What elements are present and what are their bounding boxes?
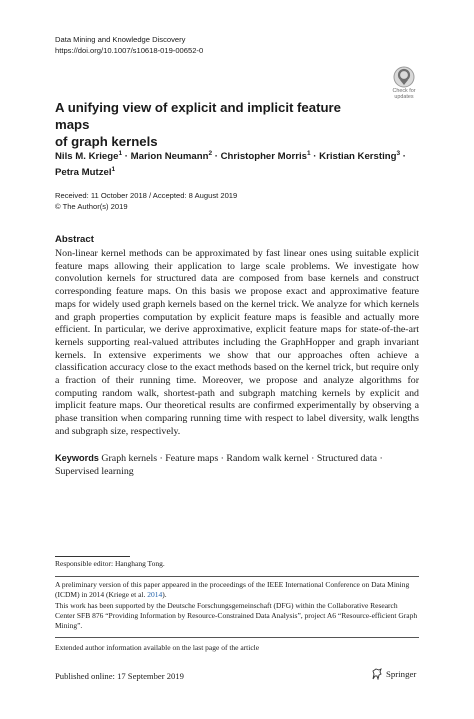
publisher-logo[interactable] [371,668,416,680]
keywords-text: Graph kernels · Feature maps · Random walk kernel · Structured data · Supervised learning [55,453,383,477]
author-name: Nils M. Kriege [55,151,119,162]
footnote-rule [55,576,419,577]
paper-title [55,99,375,150]
article-dates [55,191,237,212]
received-accepted: Received: 11 October 2018 / Accepted: 8 August 2019 [55,191,238,200]
author-list [55,148,435,179]
keywords-label: Keywords [55,453,99,463]
footnote-divider [55,556,130,557]
author-separator: · [214,151,218,162]
author-affiliation: 1 [306,150,311,157]
badge-line-2: updates [394,94,414,100]
doi-link[interactable]: https://doi.org/10.1007/s10618-019-00652-0 [55,45,204,55]
journal-name: Data Mining and Knowledge Discovery [55,35,186,44]
journal-header [55,35,203,56]
author-name: Christopher Morris [220,151,307,162]
citation-link[interactable]: 2014 [147,590,163,599]
author-separator: · [124,151,128,162]
preliminary-text: A preliminary version of this paper appeared in the proceedings of the IEEE International Conference on Data Mining (ICDM) in 2014 (Kriege et al. [55,580,410,599]
title-line-2: of graph kernels [55,134,158,149]
springer-horse-icon [371,668,383,680]
keywords [55,452,419,478]
copyright: © The Author(s) 2019 [55,201,128,211]
footnote-rule-2 [55,637,419,638]
author-affiliation: 3 [396,150,401,157]
funding-note: This work has been supported by the Deutsche Forschungsgemeinschaft (DFG) within the Collaborative Research Center SFB 876 “Providing Information by Resource-Constrained Data Analysis”, project A6 “Resource-efficient Graph Mining”. [55,601,418,630]
author-name: Kristian Kersting [319,151,397,162]
author-affiliation: 2 [208,150,213,157]
publisher-name: Springer [386,669,417,679]
badge-line-1: Check for [392,88,416,94]
author-name: Marion Neumann [130,151,209,162]
title-line-1: A unifying view of explicit and implicit feature maps [55,100,342,132]
abstract-heading: Abstract [55,234,94,245]
abstract-text: Non-linear kernel methods can be approximated by fast linear ones using suitable explicit feature maps allowing their application to large scale problems. We investigate how convolution kernels for structured data are composed from base kernels and construct corresponding feature maps. On this basis we propose exact and approximative feature maps for widely used graph kernels based on the kernel trick. We analyze for which kernels and graph properties computation by explicit feature maps is feasible and actually more efficient. In particular, we derive approximative, explicit feature maps for state-of-the-art kernels supporting real-valued attributes including the GraphHopper and graph invariant kernels. In extensive experiments we show that our approaches often achieve a classification accuracy close to the exact methods based on the kernel trick, but require only a fraction of their running time. Moreover, we propose and analyze algorithms for computing random walk, shortest-path and subgraph matching kernels by explicit and implicit feature maps. Our theoretical results are confirmed experimentally by observing a phase transition when comparing running time with respect to label diversity, walk lengths and subgraph size, respectively. [55,248,419,437]
author-separator: · [313,151,317,162]
extended-info: Extended author information available on the last page of the article [55,643,260,652]
published-date: Published online: 17 September 2019 [55,671,184,681]
check-for-updates-icon [393,66,415,88]
author-affiliation: 1 [118,150,123,157]
author-name: Petra Mutzel [55,166,112,178]
preliminary-tail: ). [162,590,167,599]
author-affiliation: 1 [111,165,116,173]
editor-note: Responsible editor: Hanghang Tong. [55,559,165,568]
author-separator: · [402,151,406,162]
check-for-updates-badge[interactable] [384,66,424,106]
preliminary-note [55,580,419,600]
